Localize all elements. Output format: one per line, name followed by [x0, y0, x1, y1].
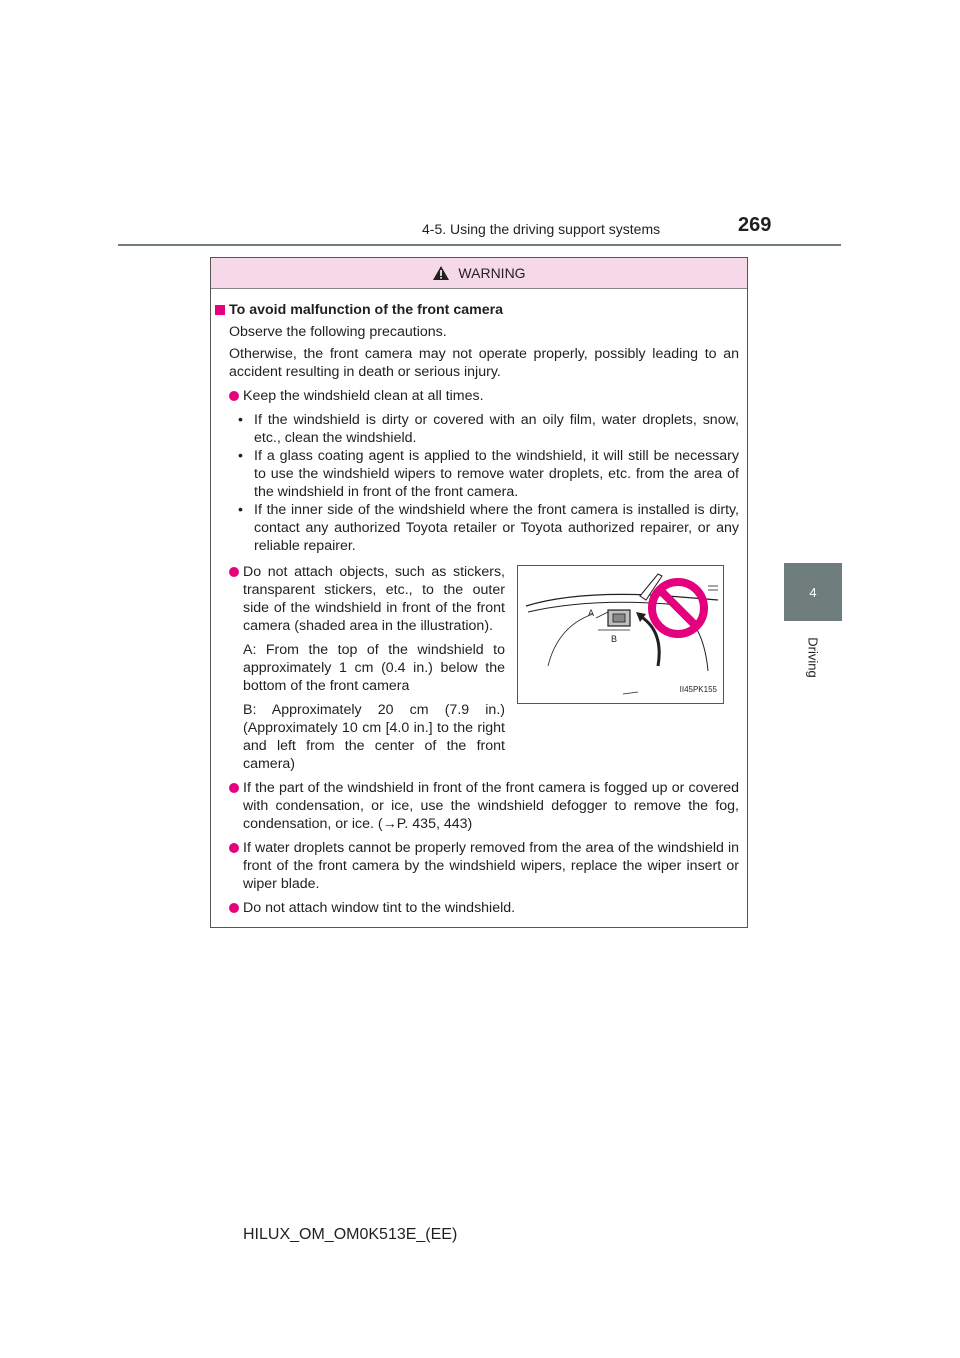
intro-text: Observe the following precautions. [229, 324, 447, 340]
chapter-tab [784, 563, 842, 621]
warning-section-title [215, 301, 739, 319]
illustrated-text [229, 563, 505, 773]
bullet-item [229, 839, 739, 893]
bullet-text: If the part of the windshield in front of the front camera is fogged up or covered with condensation, or ice, use the windshield defogger to remove the fog, condensation, or ice. (→P. 435, 443) [243, 780, 739, 832]
section-title-text: To avoid malfunction of the front camera [229, 302, 504, 318]
bullet-dot-icon: • [238, 502, 243, 518]
header-divider [118, 244, 841, 246]
label-b: B [611, 634, 618, 644]
bullet-text: If water droplets cannot be properly removed from the area of the windshield in front of the front camera by the windshield wipers, replace the wiper insert or wiper blade. [243, 840, 739, 892]
warning-box [210, 257, 748, 928]
bullet-item [229, 387, 739, 405]
bullet-text: Do not attach objects, such as stickers, transparent stickers, etc., to the outer side of the windshield in front of the front camera (shaded area in the illustration). [243, 564, 505, 634]
bullet-item [229, 779, 739, 833]
windshield-illustration [517, 565, 724, 704]
sub-item [229, 411, 739, 447]
circle-bullet-icon [229, 391, 239, 401]
circle-bullet-icon [229, 567, 239, 577]
illustrated-item [229, 563, 739, 773]
sub-item [229, 501, 739, 555]
label-a: A [588, 608, 595, 618]
bullet-text: Do not attach window tint to the windshield. [243, 900, 516, 916]
chapter-number: 4 [809, 584, 817, 600]
sub-text: If the windshield is dirty or covered with an oily film, water droplets, snow, etc., clean the windshield. [254, 412, 739, 446]
sub-text: If a glass coating agent is applied to the windshield, it will still be necessary to use the windshield wipers to remove water droplets, etc. from the area of the windshield in front of the front camera. [254, 448, 739, 500]
warning-title: WARNING [458, 265, 526, 281]
circle-bullet-icon [229, 843, 239, 853]
bullet-dot-icon: • [238, 412, 243, 428]
bullet-text: Keep the windshield clean at all times. [243, 388, 484, 404]
square-bullet-icon [215, 305, 225, 315]
warning-header [211, 258, 747, 289]
sub-text: If the inner side of the windshield where the front camera is installed is dirty, contact any authorized Toyota retailer or Toyota authorized repairer, or any reliable repairer. [254, 502, 739, 554]
figure-id: II45PK155 [679, 685, 717, 694]
warning-body [211, 289, 747, 917]
section-title: 4-5. Using the driving support systems [422, 221, 661, 237]
note-b: B: Approximately 20 cm (7.9 in.) (Approximately 10 cm [4.0 in.] to the right and left from the center of the front camera) [243, 702, 505, 772]
warning-icon [432, 265, 450, 281]
chapter-label: Driving [805, 637, 821, 678]
bullet-dot-icon: • [238, 448, 243, 464]
document-code: HILUX_OM_OM0K513E_(EE) [243, 1226, 458, 1243]
sub-item [229, 447, 739, 501]
intro-text: Otherwise, the front camera may not operate properly, possibly leading to an accident resulting in death or serious injury. [229, 346, 739, 380]
sub-list [229, 411, 739, 555]
circle-bullet-icon [229, 903, 239, 913]
circle-bullet-icon [229, 783, 239, 793]
bullet-item [229, 899, 739, 917]
page-number: 269 [738, 214, 772, 236]
bullet-item [229, 563, 505, 635]
note-a: A: From the top of the windshield to approximately 1 cm (0.4 in.) below the bottom of the front camera [243, 642, 505, 694]
